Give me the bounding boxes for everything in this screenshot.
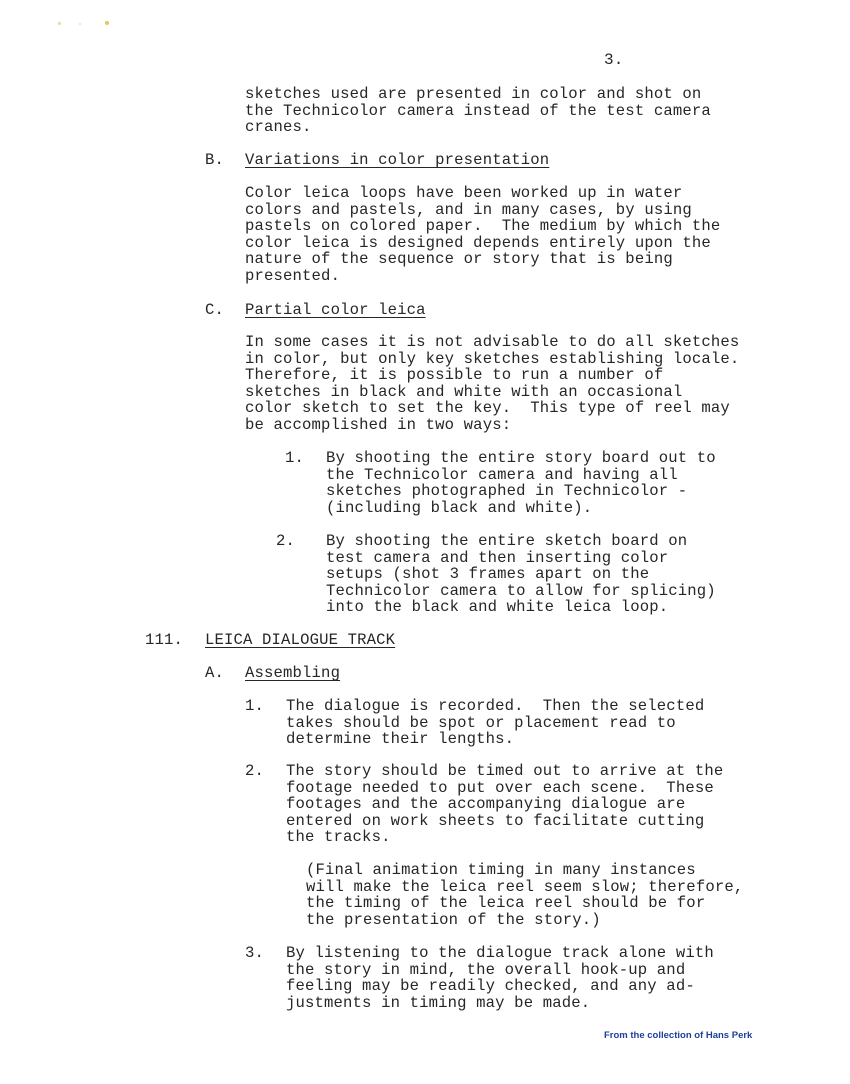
list-item-number: 3.: [245, 944, 265, 962]
top-paragraph: sketches used are presented in color and shot on the Technicolor camera instead of the test camera cranes.: [245, 85, 711, 137]
subsection-a-marker: A.: [205, 664, 225, 682]
list-item-number: 1.: [285, 449, 305, 467]
section-111-marker: 111.: [145, 631, 184, 649]
section-b-heading: Variations in color presentation: [245, 151, 550, 169]
section-c-heading: Partial color leica: [245, 301, 426, 319]
paper-speck: [58, 22, 61, 25]
list-item-text: The dialogue is recorded. Then the selected takes should be spot or placement read to determine their lengths.: [286, 697, 705, 749]
section-111-heading: LEICA DIALOGUE TRACK: [205, 631, 396, 649]
section-b-body: Color leica loops have been worked up in water colors and pastels, and in many cases, by using pastels on colored paper. The medium by which the color leica is designed depends entirely upon the nature of the sequence or story that is being presented.: [245, 184, 721, 285]
paper-speck: [79, 23, 81, 25]
paper-speck: [105, 21, 109, 25]
section-c-marker: C.: [205, 301, 225, 319]
list-item-text: By listening to the dialogue track alone with the story in mind, the overall hook-up and feeling may be readily checked, and any ad- justments in timing may be made.: [286, 944, 714, 1012]
list-item-text: By shooting the entire sketch board on test camera and then inserting color setups (shot 3 frames apart on the Technicolor camera to allow for splicing) into the black and white leica loop.: [326, 532, 716, 617]
list-item-number: 2.: [245, 762, 265, 780]
timing-note: (Final animation timing in many instances will make the leica reel seem slow; therefore, the timing of the leica reel should be for the presentation of the story.): [306, 861, 744, 929]
list-item-text: By shooting the entire story board out to the Technicolor camera and having all sketches photographed in Technicolor - (including black and white).: [326, 449, 716, 517]
list-item-text: The story should be timed out to arrive at the footage needed to put over each scene. These footages and the accompanying dialogue are entered on work sheets to facilitate cutting the tracks.: [286, 762, 724, 847]
section-c-body: In some cases it is not advisable to do all sketches in color, but only key sketches establishing locale. Therefore, it is possible to run a number of sketches in black and white with an occasional color sketch to set the key. This type of reel may be accomplished in two ways:: [245, 333, 740, 434]
list-item-number: 1.: [245, 697, 265, 715]
list-item-number: 2.: [276, 532, 296, 550]
page-number: 3.: [604, 51, 624, 69]
subsection-a-heading: Assembling: [245, 664, 341, 682]
collection-credit: From the collection of Hans Perk: [604, 1030, 753, 1041]
section-b-marker: B.: [205, 151, 225, 169]
